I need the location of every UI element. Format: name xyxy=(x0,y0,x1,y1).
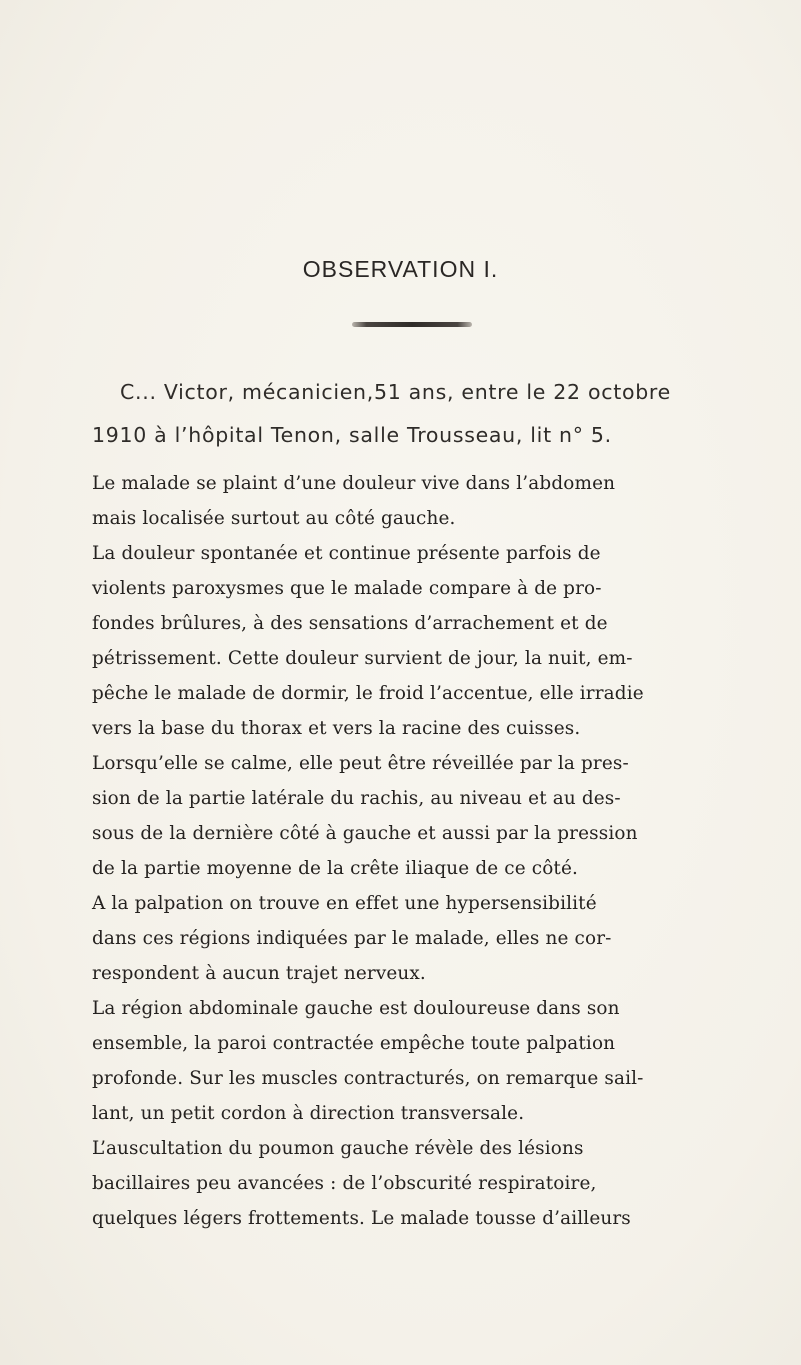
paragraph-line: Lorsqu’elle se calme, elle peut être réveillée par la pres- xyxy=(92,753,629,774)
paragraph-line: lant, un petit cordon à direction transversale. xyxy=(92,1103,525,1124)
paragraph-line: pêche le malade de dormir, le froid l’accentue, elle irradie xyxy=(92,683,644,704)
paragraph-line: La région abdominale gauche est douloureuse dans son xyxy=(92,998,620,1019)
intro-line-2: 1910 à l’hôpital Tenon, salle Trousseau, lit n° 5. xyxy=(92,423,612,447)
paragraph-line: dans ces régions indiquées par le malade, elles ne cor- xyxy=(92,928,612,949)
paragraph-line: respondent à aucun trajet nerveux. xyxy=(92,963,426,984)
paragraph-line: La douleur spontanée et continue présente parfois de xyxy=(92,543,601,564)
paragraph-line: mais localisée surtout au côté gauche. xyxy=(92,508,456,529)
paragraph-line: ensemble, la paroi contractée empêche toute palpation xyxy=(92,1033,616,1054)
paragraph-line: profonde. Sur les muscles contracturés, on remarque sail- xyxy=(92,1068,644,1089)
paragraph-line: quelques légers frottements. Le malade tousse d’ailleurs xyxy=(92,1208,631,1229)
paragraph-line: violents paroxysmes que le malade compare à de pro- xyxy=(92,578,602,599)
heading-ornament-rule xyxy=(352,322,472,327)
intro-line-1: C... Victor, mécanicien,51 ans, entre le 22 octobre xyxy=(120,380,671,404)
paragraph-line: fondes brûlures, à des sensations d’arrachement et de xyxy=(92,613,608,634)
paragraph-line: L’auscultation du poumon gauche révèle des lésions xyxy=(92,1138,584,1159)
paragraph-line: vers la base du thorax et vers la racine des cuisses. xyxy=(92,718,581,739)
paragraph-line: pétrissement. Cette douleur survient de jour, la nuit, em- xyxy=(92,648,633,669)
paragraph-line: de la partie moyenne de la crête iliaque de ce côté. xyxy=(92,858,578,879)
observation-heading: OBSERVATION I. xyxy=(302,256,499,282)
paragraph-line: sion de la partie latérale du rachis, au niveau et au des- xyxy=(92,788,621,809)
paragraph-line: bacillaires peu avancées : de l’obscurité respiratoire, xyxy=(92,1173,597,1194)
paragraph-line: Le malade se plaint d’une douleur vive dans l’abdomen xyxy=(92,473,616,494)
paragraph-line: A la palpation on trouve en effet une hypersensibilité xyxy=(92,893,597,914)
paragraph-line: sous de la dernière côté à gauche et aussi par la pression xyxy=(92,823,638,844)
